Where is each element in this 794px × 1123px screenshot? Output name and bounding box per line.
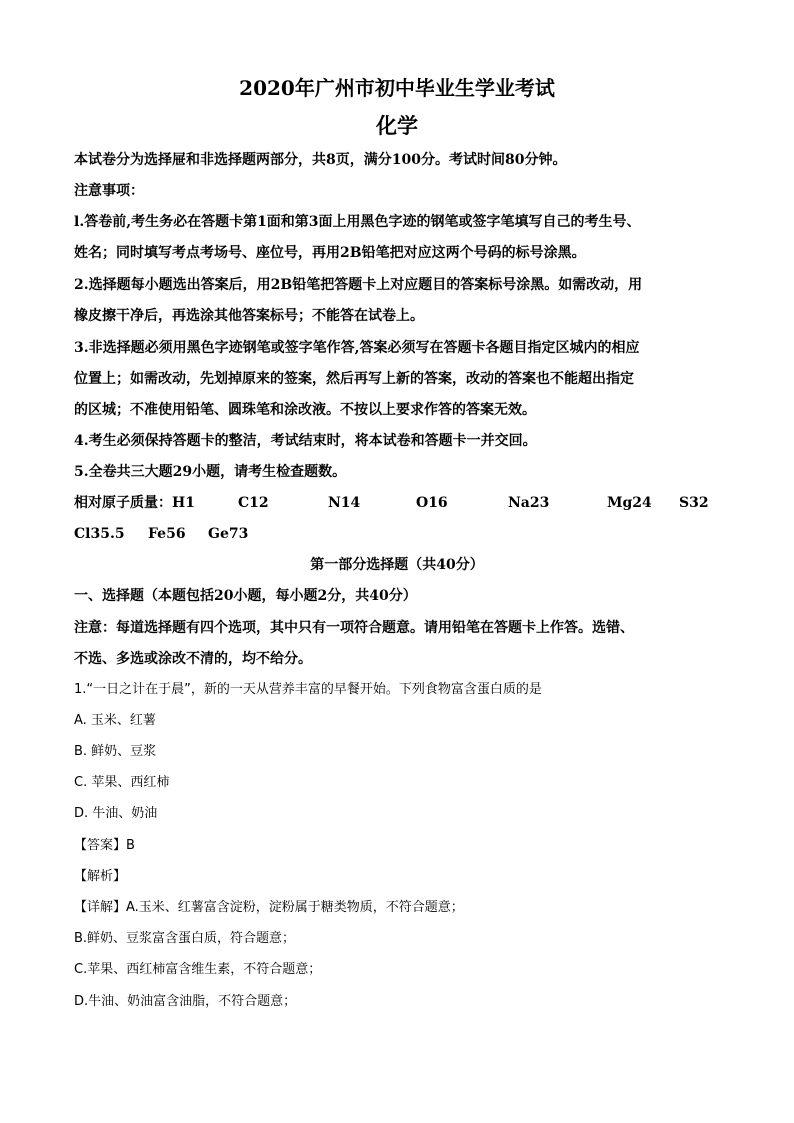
- option-d: D. 牛油、奶油: [74, 806, 158, 821]
- notice-line: 5.全卷共三大题29小题，请考生检查题数。: [74, 464, 347, 480]
- notice-line: 2.选择题每小题选出答案后，用2B铅笔把答题卡上对应题目的答案标号涂黑。如需改动，用: [74, 277, 643, 293]
- section-note-line: 不选、多选或涂改不清的，均不给分。: [74, 651, 312, 667]
- notice-line: 橡皮擦干净后，再选涂其他答案标号；不能答在试卷上。: [74, 308, 424, 324]
- notice-line: 4.考生必须保持答题卡的整洁，考试结束时，将本试卷和答题卡一并交回。: [74, 433, 537, 449]
- atomic-mass-item: S32: [679, 495, 709, 511]
- option-c: C. 苹果、西红柿: [74, 775, 170, 790]
- subject-title: 化学: [376, 113, 418, 138]
- detail-line: B.鲜奶、豆浆富含蛋白质，符合题意；: [74, 931, 296, 946]
- notice-line: 姓名；同时填写考点考场号、座位号，再用2B铅笔把对应这两个号码的标号涂黑。: [74, 245, 586, 261]
- detail-line: C.苹果、西红柿富含维生素，不符合题意；: [74, 962, 322, 977]
- exam-title: 2020年广州市初中毕业生学业考试: [239, 76, 555, 100]
- notice-line: 3.非选择题必须用黑色字迹钢笔或签字笔作答,答案必须写在答题卡各题目指定区城内的相应: [74, 340, 640, 356]
- notice-line: 位置上；如需改动，先划掉原来的签案，然后再写上新的答案，改动的答案也不能超出指定: [74, 371, 634, 387]
- atomic-mass-item: Fe56: [148, 526, 186, 542]
- atomic-mass-label: 相对原子质量：H1: [74, 495, 195, 511]
- section-heading: 一、选择题（本题包括20小题，每小题2分，共40分）: [74, 588, 417, 604]
- answer-tag: 【答案】: [74, 838, 127, 853]
- atomic-mass-item: C12: [238, 495, 269, 511]
- notice-line: l.答卷前,考生务必在答题卡第1面和第3面上用黑色字迹的钢笔或签字笔填写自己的考生号、: [74, 214, 641, 230]
- notice-line: 的区城；不准使用铅笔、圆珠笔和涂改液。不按以上要求作答的答案无效。: [74, 402, 536, 418]
- question-stem: 1.“一日之计在于晨”，新的一天从营养丰富的早餐开始。下列食物富含蛋白质的是: [74, 682, 542, 697]
- analysis-tag: 【解析】: [74, 869, 127, 884]
- atomic-mass-item: N14: [328, 495, 361, 511]
- atomic-mass-item: O16: [416, 495, 448, 511]
- atomic-mass-item: Na23: [508, 495, 550, 511]
- part-heading: 第一部分选择题（共40分）: [310, 557, 484, 573]
- atomic-mass-item: Mg24: [607, 495, 652, 511]
- detail-line: 【详解】A.玉米、红薯富含淀粉，淀粉属于糖类物质，不符合题意；: [74, 900, 464, 915]
- option-b: B. 鲜奶、豆浆: [74, 744, 157, 759]
- notice-heading: 注意事项：: [74, 183, 144, 199]
- intro-text: 本试卷分为选择屉和非选择题两部分，共8页，满分100分。考试时间80分钟。: [74, 152, 567, 168]
- detail-line: D.牛油、奶油富含油脂，不符合题意；: [74, 994, 297, 1009]
- section-note-line: 注意：每道选择题有四个选项，其中只有一项符合题意。请用铅笔在答题卡上作答。选错、: [74, 620, 634, 636]
- answer-value: B: [126, 838, 135, 853]
- answer-line: [74, 836, 734, 856]
- atomic-mass-item: Ge73: [208, 526, 249, 542]
- atomic-mass-item: Cl35.5: [74, 526, 125, 542]
- option-a: A. 玉米、红薯: [74, 713, 156, 728]
